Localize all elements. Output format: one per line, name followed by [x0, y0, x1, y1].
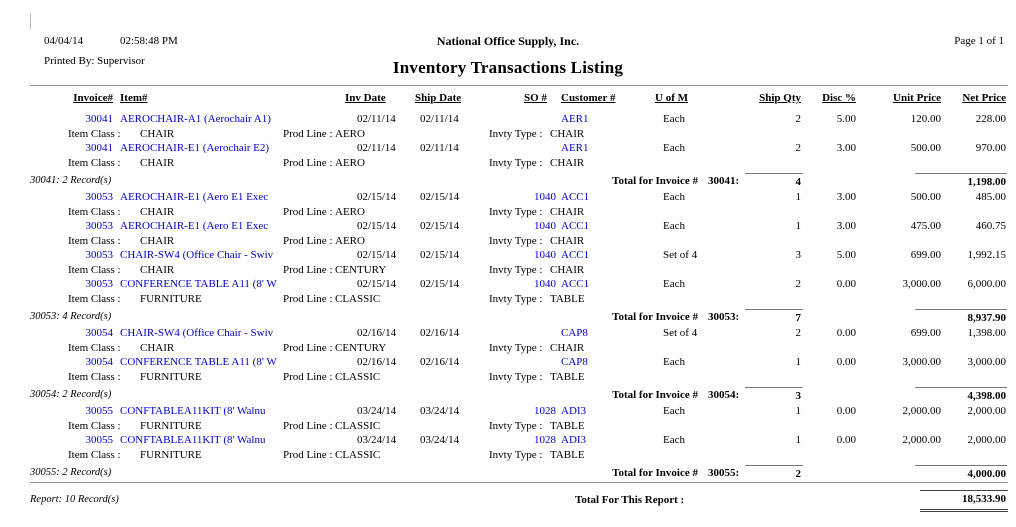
item-class-value: FURNITURE: [140, 292, 202, 305]
inv-date: 02/15/14: [357, 191, 397, 203]
item-class-value: CHAIR: [140, 234, 175, 247]
item-link[interactable]: AEROCHAIR-E1 (Aero E1 Exec: [120, 220, 269, 232]
unit-of-measure: Each: [663, 220, 685, 232]
item-class-label: Item Class :: [68, 205, 121, 218]
unit-price: 699.00: [910, 249, 941, 261]
ship-qty: 1: [795, 220, 801, 232]
report-total-label: Total For This Report :: [575, 494, 685, 506]
prod-line-value: CLASSIC: [335, 419, 381, 432]
item-detail-row: [0, 292, 1016, 307]
column-header-disc: Disc %: [822, 92, 856, 104]
prod-line-value: AERO: [335, 156, 365, 169]
item-detail-row: [0, 448, 1016, 463]
column-header-invoice: Invoice#: [73, 92, 113, 104]
qty-total-overline: [745, 387, 803, 388]
disc-percent: 5.00: [836, 249, 856, 261]
item-class-value: FURNITURE: [140, 370, 202, 383]
unit-price: 500.00: [910, 191, 941, 203]
ship-qty: 1: [795, 356, 801, 368]
item-link[interactable]: AEROCHAIR-E1 (Aero E1 Exec: [120, 191, 269, 203]
invoice-number-link[interactable]: 30054: [85, 327, 113, 339]
so-number-link[interactable]: 1040: [534, 191, 556, 203]
invty-type-label: Invty Type :: [489, 341, 543, 354]
invoice-total-number: 30053:: [708, 311, 740, 323]
invoice-total-label: Total for Invoice #: [612, 389, 698, 401]
item-link[interactable]: CHAIR-SW4 (Office Chair - Swiv: [120, 327, 274, 339]
invty-type-value: TABLE: [550, 370, 585, 383]
invoice-total-label: Total for Invoice #: [612, 311, 698, 323]
report-total-double-underline: [920, 509, 1008, 512]
unit-of-measure: Each: [663, 405, 685, 417]
ship-qty: 1: [795, 191, 801, 203]
disc-percent: 3.00: [836, 142, 856, 154]
invty-type-value: CHAIR: [550, 234, 585, 247]
so-number-link[interactable]: 1040: [534, 249, 556, 261]
invty-type-label: Invty Type :: [489, 127, 543, 140]
unit-of-measure: Each: [663, 142, 685, 154]
so-number-link[interactable]: 1040: [534, 278, 556, 290]
printed-by: Printed By: Supervisor: [44, 55, 145, 67]
invoice-total-row: [0, 172, 1016, 188]
unit-of-measure: Each: [663, 113, 685, 125]
net-total-overline: [915, 387, 1007, 388]
net-price: 485.00: [975, 191, 1006, 203]
item-class-label: Item Class :: [68, 419, 121, 432]
qty-total-overline: [745, 173, 803, 174]
ship-qty: 3: [795, 249, 801, 261]
item-detail-row: [0, 205, 1016, 220]
unit-price: 120.00: [910, 113, 941, 125]
unit-of-measure: Each: [663, 356, 685, 368]
prod-line-value: CLASSIC: [335, 370, 381, 383]
invoice-number-link[interactable]: 30053: [85, 249, 113, 261]
column-header-so: SO #: [524, 92, 547, 104]
so-number-link[interactable]: 1040: [534, 220, 556, 232]
ship-date: 02/11/14: [420, 113, 459, 125]
item-class-label: Item Class :: [68, 370, 121, 383]
report-title: Inventory Transactions Listing: [392, 58, 624, 77]
invoice-number-link[interactable]: 30053: [85, 191, 113, 203]
invty-type-label: Invty Type :: [489, 370, 543, 383]
customer-number-link[interactable]: ADI3: [561, 405, 587, 417]
item-link[interactable]: CHAIR-SW4 (Office Chair - Swiv: [120, 249, 274, 261]
group-record-count: 30041: 2 Record(s): [30, 175, 112, 186]
ship-qty: 2: [795, 142, 801, 154]
invoice-total-row: [0, 308, 1016, 324]
transaction-row: [0, 404, 1016, 419]
transaction-row: [0, 433, 1016, 448]
ship-date: 03/24/14: [420, 434, 460, 446]
ship-date: 02/16/14: [420, 327, 460, 339]
invty-type-label: Invty Type :: [489, 234, 543, 247]
inv-date: 02/15/14: [357, 220, 397, 232]
ship-date: 02/15/14: [420, 191, 460, 203]
item-class-label: Item Class :: [68, 341, 121, 354]
column-header-item: Item#: [120, 92, 148, 104]
footer-divider: [30, 482, 1008, 483]
prod-line-value: CLASSIC: [335, 448, 381, 461]
invty-type-value: TABLE: [550, 292, 585, 305]
disc-percent: 0.00: [836, 405, 856, 417]
invoice-total-number: 30055:: [708, 467, 740, 479]
item-class-label: Item Class :: [68, 263, 121, 276]
customer-number-link[interactable]: CAP8: [561, 356, 588, 368]
prod-line-value: CENTURY: [335, 341, 387, 354]
net-price: 2,000.00: [967, 434, 1006, 446]
item-link[interactable]: CONFERENCE TABLE A11 (8' W: [120, 356, 277, 368]
invty-type-label: Invty Type :: [489, 156, 543, 169]
unit-price: 2,000.00: [902, 405, 941, 417]
customer-number-link[interactable]: CAP8: [561, 327, 588, 339]
inv-date: 02/16/14: [357, 327, 397, 339]
net-price: 228.00: [975, 113, 1006, 125]
item-class-label: Item Class :: [68, 127, 121, 140]
column-header-uom: U of M: [655, 92, 688, 104]
inv-date: 02/11/14: [357, 113, 396, 125]
invoice-number-link[interactable]: 30053: [85, 220, 113, 232]
item-class-value: CHAIR: [140, 263, 175, 276]
report-footer: [0, 482, 1016, 527]
unit-price: 3,000.00: [902, 356, 941, 368]
net-total-overline: [915, 173, 1007, 174]
disc-percent: 0.00: [836, 278, 856, 290]
prod-line-label: Prod Line :: [283, 419, 333, 432]
ship-qty: 2: [795, 278, 801, 290]
invty-type-value: CHAIR: [550, 263, 585, 276]
prod-line-label: Prod Line :: [283, 205, 333, 218]
column-header-row: [0, 86, 1016, 112]
print-date: 04/04/14: [44, 35, 84, 47]
ship-qty: 2: [795, 113, 801, 125]
unit-price: 3,000.00: [902, 278, 941, 290]
item-link[interactable]: CONFERENCE TABLE A11 (8' W: [120, 278, 277, 290]
item-class-label: Item Class :: [68, 156, 121, 169]
item-class-value: FURNITURE: [140, 448, 202, 461]
prod-line-label: Prod Line :: [283, 127, 333, 140]
invoice-number-link[interactable]: 30041: [85, 113, 113, 125]
disc-percent: 0.00: [836, 356, 856, 368]
invoice-number-link[interactable]: 30055: [85, 405, 113, 417]
ship-qty: 1: [795, 405, 801, 417]
group-record-count: 30055: 2 Record(s): [30, 467, 112, 478]
transaction-row: [0, 355, 1016, 370]
item-class-value: CHAIR: [140, 127, 175, 140]
invoice-number-link[interactable]: 30054: [85, 356, 113, 368]
ship-date: 02/11/14: [420, 142, 459, 154]
invty-type-value: CHAIR: [550, 341, 585, 354]
transaction-row: [0, 326, 1016, 341]
column-header-unit-price: Unit Price: [893, 92, 941, 104]
item-link[interactable]: CONFTABLEA11KIT (8' Walnu: [120, 405, 266, 417]
invoice-total-number: 30054:: [708, 389, 740, 401]
disc-percent: 5.00: [836, 113, 856, 125]
net-price: 1,398.00: [967, 327, 1006, 339]
unit-price: 2,000.00: [902, 434, 941, 446]
inv-date: 02/15/14: [357, 278, 397, 290]
unit-price: 475.00: [910, 220, 941, 232]
so-number-link[interactable]: 1028: [534, 434, 556, 446]
prod-line-label: Prod Line :: [283, 263, 333, 276]
customer-number-link[interactable]: AER1: [561, 113, 589, 125]
group-record-count: 30054: 2 Record(s): [30, 389, 112, 400]
net-price: 2,000.00: [967, 405, 1006, 417]
invoice-total-net: 1,198.00: [967, 176, 1006, 188]
disc-percent: 3.00: [836, 220, 856, 232]
inv-date: 02/11/14: [357, 142, 396, 154]
unit-of-measure: Each: [663, 434, 685, 446]
customer-number-link[interactable]: AER1: [561, 142, 589, 154]
invoice-total-net: 8,937.90: [967, 312, 1006, 324]
prod-line-label: Prod Line :: [283, 370, 333, 383]
item-class-value: CHAIR: [140, 205, 175, 218]
unit-price: 699.00: [910, 327, 941, 339]
invty-type-value: TABLE: [550, 448, 585, 461]
customer-number-link[interactable]: ADI3: [561, 434, 587, 446]
invoice-total-row: [0, 464, 1016, 480]
transaction-row: [0, 190, 1016, 205]
company-name: National Office Supply, Inc.: [436, 34, 580, 48]
invoice-total-net: 4,398.00: [967, 390, 1006, 402]
item-class-value: CHAIR: [140, 156, 175, 169]
invoice-total-qty: 2: [795, 468, 801, 480]
ship-date: 02/16/14: [420, 356, 460, 368]
print-time: 02:58:48 PM: [120, 35, 178, 47]
report-rows: [0, 112, 1016, 480]
prod-line-value: CLASSIC: [335, 292, 381, 305]
inv-date: 02/16/14: [357, 356, 397, 368]
item-class-label: Item Class :: [68, 448, 121, 461]
report-record-count: Report: 10 Record(s): [30, 494, 119, 505]
column-header-ship-qty: Ship Qty: [759, 92, 801, 104]
invty-type-value: TABLE: [550, 419, 585, 432]
page-indicator: Page 1 of 1: [954, 35, 1004, 47]
unit-of-measure: Set of 4: [663, 249, 698, 261]
prod-line-value: AERO: [335, 205, 365, 218]
invty-type-label: Invty Type :: [489, 292, 543, 305]
inv-date: 03/24/14: [357, 434, 397, 446]
invoice-total-label: Total for Invoice #: [612, 467, 698, 479]
invty-type-label: Invty Type :: [489, 419, 543, 432]
invoice-number-link[interactable]: 30053: [85, 278, 113, 290]
transaction-row: [0, 141, 1016, 156]
qty-total-overline: [745, 309, 803, 310]
invoice-total-number: 30041:: [708, 175, 740, 187]
disc-percent: 3.00: [836, 191, 856, 203]
column-header-ship-date: Ship Date: [415, 92, 462, 104]
transaction-row: [0, 277, 1016, 292]
invoice-total-label: Total for Invoice #: [612, 175, 698, 187]
disc-percent: 0.00: [836, 327, 856, 339]
invty-type-value: CHAIR: [550, 127, 585, 140]
item-detail-row: [0, 263, 1016, 278]
ship-date: 02/15/14: [420, 249, 460, 261]
transaction-row: [0, 219, 1016, 234]
invty-type-value: CHAIR: [550, 205, 585, 218]
item-class-value: FURNITURE: [140, 419, 202, 432]
net-price: 6,000.00: [967, 278, 1006, 290]
column-header-inv-date: Inv Date: [345, 92, 386, 104]
report-total-value: 18,533.90: [962, 493, 1006, 505]
report-header: [0, 0, 1016, 86]
unit-price: 500.00: [910, 142, 941, 154]
item-class-label: Item Class :: [68, 292, 121, 305]
item-detail-row: [0, 127, 1016, 142]
qty-total-overline: [745, 465, 803, 466]
column-header-customer: Customer #: [561, 92, 616, 104]
ship-date: 03/24/14: [420, 405, 460, 417]
customer-number-link[interactable]: ACC1: [561, 278, 590, 290]
invoice-total-net: 4,000.00: [967, 468, 1006, 480]
ship-qty: 1: [795, 434, 801, 446]
ship-qty: 2: [795, 327, 801, 339]
inv-date: 03/24/14: [357, 405, 397, 417]
transaction-row: [0, 112, 1016, 127]
group-record-count: 30053: 4 Record(s): [30, 311, 112, 322]
customer-number-link[interactable]: ACC1: [561, 249, 590, 261]
item-detail-row: [0, 156, 1016, 171]
net-total-overline: [915, 309, 1007, 310]
transaction-row: [0, 248, 1016, 263]
item-class-label: Item Class :: [68, 234, 121, 247]
invoice-total-row: [0, 386, 1016, 402]
item-link[interactable]: CONFTABLEA11KIT (8' Walnu: [120, 434, 266, 446]
report-total-overline: [920, 490, 1008, 491]
prod-line-value: AERO: [335, 127, 365, 140]
unit-of-measure: Each: [663, 278, 685, 290]
item-detail-row: [0, 419, 1016, 434]
net-total-overline: [915, 465, 1007, 466]
invoice-number-link[interactable]: 30055: [85, 434, 113, 446]
invoice-number-link[interactable]: 30041: [85, 142, 113, 154]
invty-type-value: CHAIR: [550, 156, 585, 169]
unit-of-measure: Each: [663, 191, 685, 203]
prod-line-value: AERO: [335, 234, 365, 247]
item-detail-row: [0, 370, 1016, 385]
invoice-total-qty: 4: [795, 176, 801, 188]
prod-line-value: CENTURY: [335, 263, 387, 276]
unit-of-measure: Set of 4: [663, 327, 698, 339]
customer-number-link[interactable]: ACC1: [561, 220, 590, 232]
invoice-total-qty: 7: [795, 312, 801, 324]
net-price: 460.75: [975, 220, 1006, 232]
disc-percent: 0.00: [836, 434, 856, 446]
invty-type-label: Invty Type :: [489, 263, 543, 276]
prod-line-label: Prod Line :: [283, 448, 333, 461]
so-number-link[interactable]: 1028: [534, 405, 556, 417]
item-link[interactable]: AEROCHAIR-A1 (Aerochair A1): [120, 113, 271, 125]
invoice-total-qty: 3: [795, 390, 801, 402]
prod-line-label: Prod Line :: [283, 234, 333, 247]
item-class-value: CHAIR: [140, 341, 175, 354]
item-detail-row: [0, 234, 1016, 249]
prod-line-label: Prod Line :: [283, 292, 333, 305]
inv-date: 02/15/14: [357, 249, 397, 261]
ship-date: 02/15/14: [420, 220, 460, 232]
column-header-net-price: Net Price: [962, 92, 1006, 104]
customer-number-link[interactable]: ACC1: [561, 191, 590, 203]
invty-type-label: Invty Type :: [489, 448, 543, 461]
net-price: 1,992.15: [967, 249, 1006, 261]
net-price: 970.00: [975, 142, 1006, 154]
item-detail-row: [0, 341, 1016, 356]
ship-date: 02/15/14: [420, 278, 460, 290]
invty-type-label: Invty Type :: [489, 205, 543, 218]
net-price: 3,000.00: [967, 356, 1006, 368]
item-link[interactable]: AEROCHAIR-E1 (Aerochair E2): [120, 142, 270, 154]
prod-line-label: Prod Line :: [283, 156, 333, 169]
prod-line-label: Prod Line :: [283, 341, 333, 354]
